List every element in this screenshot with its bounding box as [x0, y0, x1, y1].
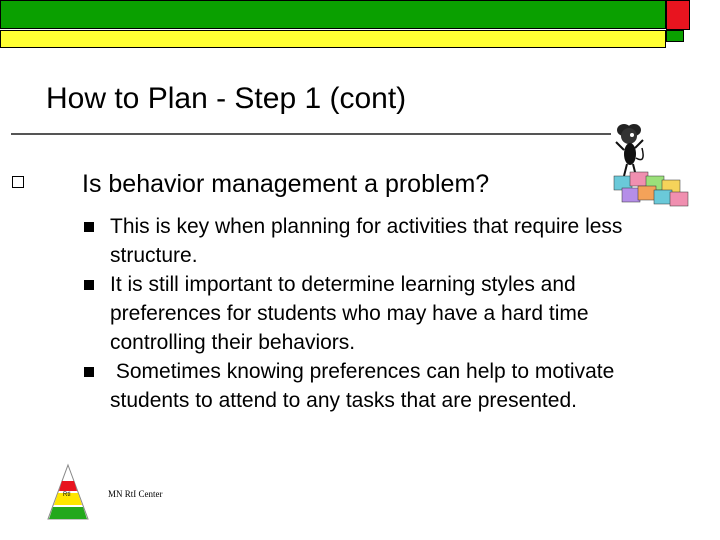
mouse-puzzle-clipart-icon: [608, 118, 700, 218]
filled-square-bullet-icon: [84, 280, 94, 290]
sub-point-text: Sometimes knowing preferences can help to motivate students to attend to any tasks that are presented.: [110, 360, 621, 412]
sub-point-text: It is still important to determine learning styles and preferences for students who may have a hard time controlling their behaviors.: [110, 273, 589, 354]
slide-title: How to Plan - Step 1 (cont): [46, 82, 407, 115]
sub-point-text: This is key when planning for activities that require less structure.: [110, 215, 623, 267]
filled-square-bullet-icon: [84, 367, 94, 377]
sub-point: [84, 357, 674, 415]
header-small-green-block: [666, 30, 684, 42]
header-red-block: [666, 0, 690, 30]
sub-point: [84, 270, 674, 357]
sub-point-list: [84, 212, 674, 415]
rti-pyramid-logo-icon: [46, 463, 90, 523]
footer-text: MN RtI Center: [108, 489, 163, 499]
header-green-stripe: [0, 0, 666, 29]
logo-text: RtI: [63, 492, 71, 498]
filled-square-bullet-icon: [84, 222, 94, 232]
header-yellow-stripe: [0, 30, 666, 48]
hollow-square-bullet-icon: [12, 176, 24, 188]
main-point: Is behavior management a problem?: [82, 170, 490, 198]
title-divider: [11, 133, 611, 135]
sub-point: [84, 212, 674, 270]
